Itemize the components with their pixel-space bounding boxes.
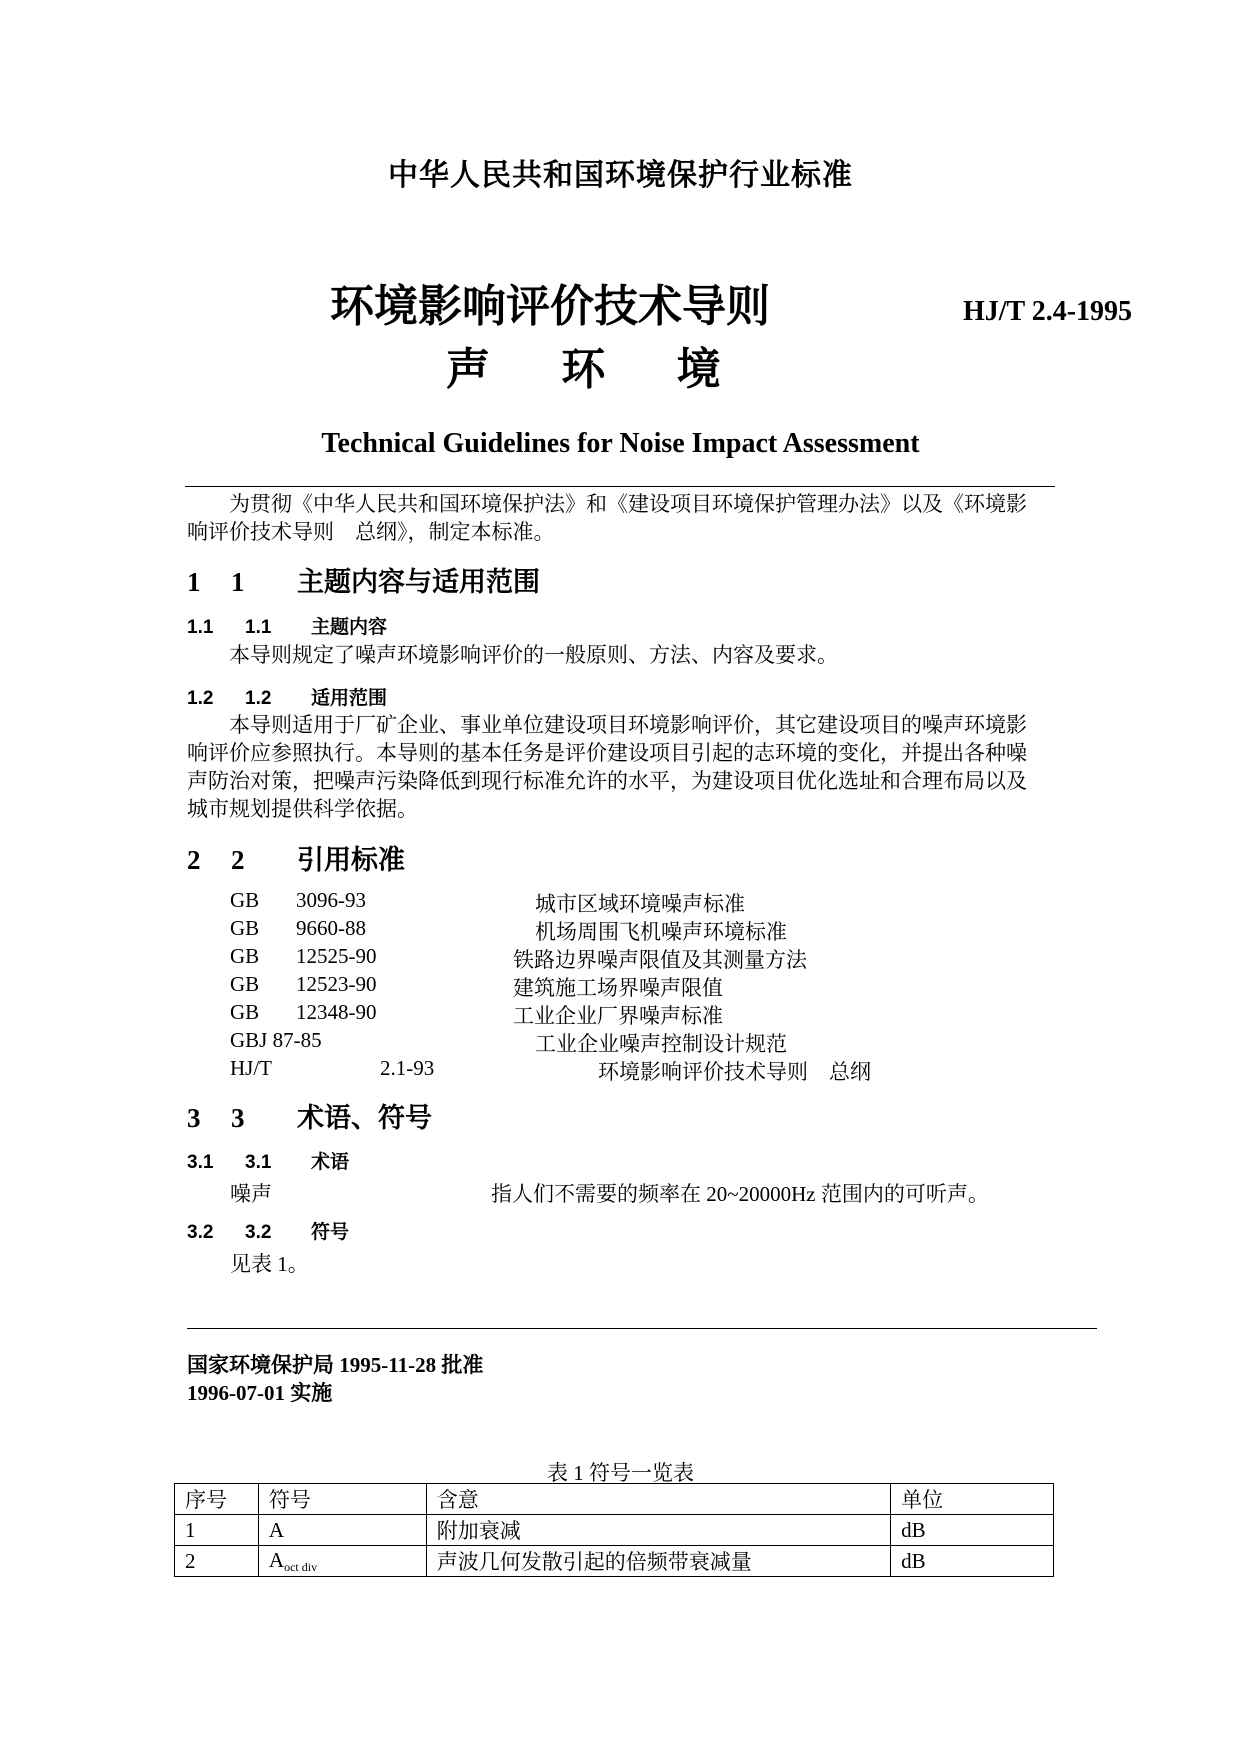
- column-header: 序号: [175, 1484, 259, 1515]
- reference-row: [0, 972, 1241, 1000]
- section-1-2-heading: [187, 683, 387, 710]
- reference-name: 铁路边界噪声限值及其测量方法: [513, 948, 807, 972]
- subsection-number: 3.2: [187, 1222, 214, 1243]
- reference-number: 12348-90: [296, 1000, 377, 1024]
- section-1-2-text: 本导则适用于厂矿企业、事业单位建设项目环境影响评价，其它建设项目的噪声环境影响评价应参照执行。本导则的基本任务是评价建设项目引起的志环境的变化，并提出各种噪声防治对策，把噪声污染降低到现行标准允许的水平，为建设项目优化选址和合理布局以及城市规划提供科学依据。: [187, 713, 1027, 821]
- section-number: 2: [231, 845, 245, 875]
- table-cell-symbol: [258, 1515, 426, 1546]
- symbol-main: A: [268, 1517, 285, 1542]
- symbol-table: [174, 1483, 1054, 1577]
- table-cell-meaning: 声波几何发散引起的倍频带衰减量: [426, 1546, 890, 1577]
- column-header: 单位: [891, 1484, 1054, 1515]
- reference-row: [0, 1028, 1241, 1056]
- subsection-number: 3.1: [187, 1152, 214, 1173]
- section-number: 2: [187, 845, 201, 875]
- section-3-2-heading: [187, 1217, 349, 1244]
- subsection-title: 适用范围: [311, 688, 388, 709]
- reference-name: 工业企业厂界噪声标准: [513, 1004, 723, 1028]
- subsection-title: 术语: [311, 1152, 350, 1173]
- reference-number: 2.1-93: [380, 1056, 435, 1080]
- table-caption: 表 1 符号一览表: [547, 1461, 694, 1485]
- standard-category: 中华人民共和国环境保护行业标准: [388, 158, 853, 193]
- document-title: 环境影响评价技术导则: [330, 281, 770, 332]
- subsection-number: 1.2: [245, 688, 272, 709]
- section-1-1-text: 本导则规定了噪声环境影响评价的一般原则、方法、内容及要求。: [229, 643, 838, 667]
- section-title: 引用标准: [297, 845, 405, 876]
- approval-line: 国家环境保护局 1995-11-28 批准: [187, 1353, 484, 1377]
- term-definition: 指人们不需要的频率在 20~20000Hz 范围内的可听声。: [491, 1182, 989, 1206]
- subsection-number: 3.2: [245, 1222, 272, 1243]
- reference-prefix: GB: [230, 916, 260, 940]
- subsection-number: 3.1: [245, 1152, 272, 1173]
- reference-prefix: GB: [230, 944, 260, 968]
- table-row: [175, 1546, 1054, 1577]
- subsection-number: 1.1: [245, 617, 272, 638]
- section-1-1-heading: [187, 612, 387, 639]
- reference-row: [0, 944, 1241, 972]
- section-1-heading: [187, 560, 540, 599]
- preamble: 为贯彻《中华人民共和国环境保护法》和《建设项目环境保护管理办法》以及《环境影响评价技术导则 总纲》，制定本标准。: [187, 492, 1027, 544]
- reference-prefix: GB: [230, 888, 260, 912]
- standard-code: HJ/T 2.4-1995: [963, 296, 1133, 327]
- column-header: 符号: [258, 1484, 426, 1515]
- reference-prefix: GBJ 87-85: [230, 1028, 322, 1052]
- section-number: 3: [187, 1103, 201, 1133]
- table-cell-symbol: [258, 1546, 426, 1577]
- table-cell-no: 1: [175, 1515, 259, 1546]
- section-title: 术语、符号: [297, 1103, 432, 1134]
- reference-row: [0, 1056, 1241, 1084]
- document-subtitle: 声 环 境: [446, 344, 749, 395]
- section-title: 主题内容与适用范围: [297, 567, 540, 598]
- section-2-heading: [187, 838, 405, 877]
- reference-name: 机场周围飞机噪声环境标准: [535, 920, 787, 944]
- table-cell-unit: dB: [891, 1515, 1054, 1546]
- reference-prefix: GB: [230, 1000, 260, 1024]
- reference-row: [0, 888, 1241, 916]
- table-header-row: [175, 1484, 1054, 1515]
- subsection-title: 符号: [311, 1222, 350, 1243]
- reference-number: 12525-90: [296, 944, 377, 968]
- reference-row: [0, 916, 1241, 944]
- header-divider: [185, 486, 1055, 487]
- table-cell-unit: dB: [891, 1546, 1054, 1577]
- reference-number: 3096-93: [296, 888, 366, 912]
- reference-number: 12523-90: [296, 972, 377, 996]
- term: 噪声: [230, 1182, 272, 1206]
- table-cell-meaning: 附加衰减: [426, 1515, 890, 1546]
- implementation-line: 1996-07-01 实施: [187, 1381, 333, 1405]
- reference-row: [0, 1000, 1241, 1028]
- subsection-number: 1.1: [187, 617, 214, 638]
- section-3-1-heading: [187, 1147, 349, 1174]
- english-title: Technical Guidelines for Noise Impact Assessment: [321, 428, 920, 459]
- column-header: 含意: [426, 1484, 890, 1515]
- reference-name: 城市区域环境噪声标准: [535, 892, 745, 916]
- subsection-title: 主题内容: [311, 617, 388, 638]
- symbol-main: A: [268, 1547, 285, 1572]
- reference-name: 建筑施工场界噪声限值: [513, 976, 723, 1000]
- table-cell-no: 2: [175, 1546, 259, 1577]
- footer-divider: [187, 1328, 1097, 1329]
- section-number: 3: [231, 1103, 245, 1133]
- reference-prefix: GB: [230, 972, 260, 996]
- reference-name: 环境影响评价技术导则 总纲: [598, 1060, 871, 1084]
- section-3-2-text: 见表 1。: [230, 1252, 309, 1276]
- subsection-number: 1.2: [187, 688, 214, 709]
- reference-number: 9660-88: [296, 916, 366, 940]
- reference-name: 工业企业噪声控制设计规范: [535, 1032, 787, 1056]
- section-3-heading: [187, 1096, 432, 1135]
- symbol-subscript: oct div: [284, 1559, 318, 1574]
- table-row: [175, 1515, 1054, 1546]
- reference-prefix: HJ/T: [230, 1056, 272, 1080]
- section-number: 1: [187, 567, 201, 597]
- section-number: 1: [231, 567, 245, 597]
